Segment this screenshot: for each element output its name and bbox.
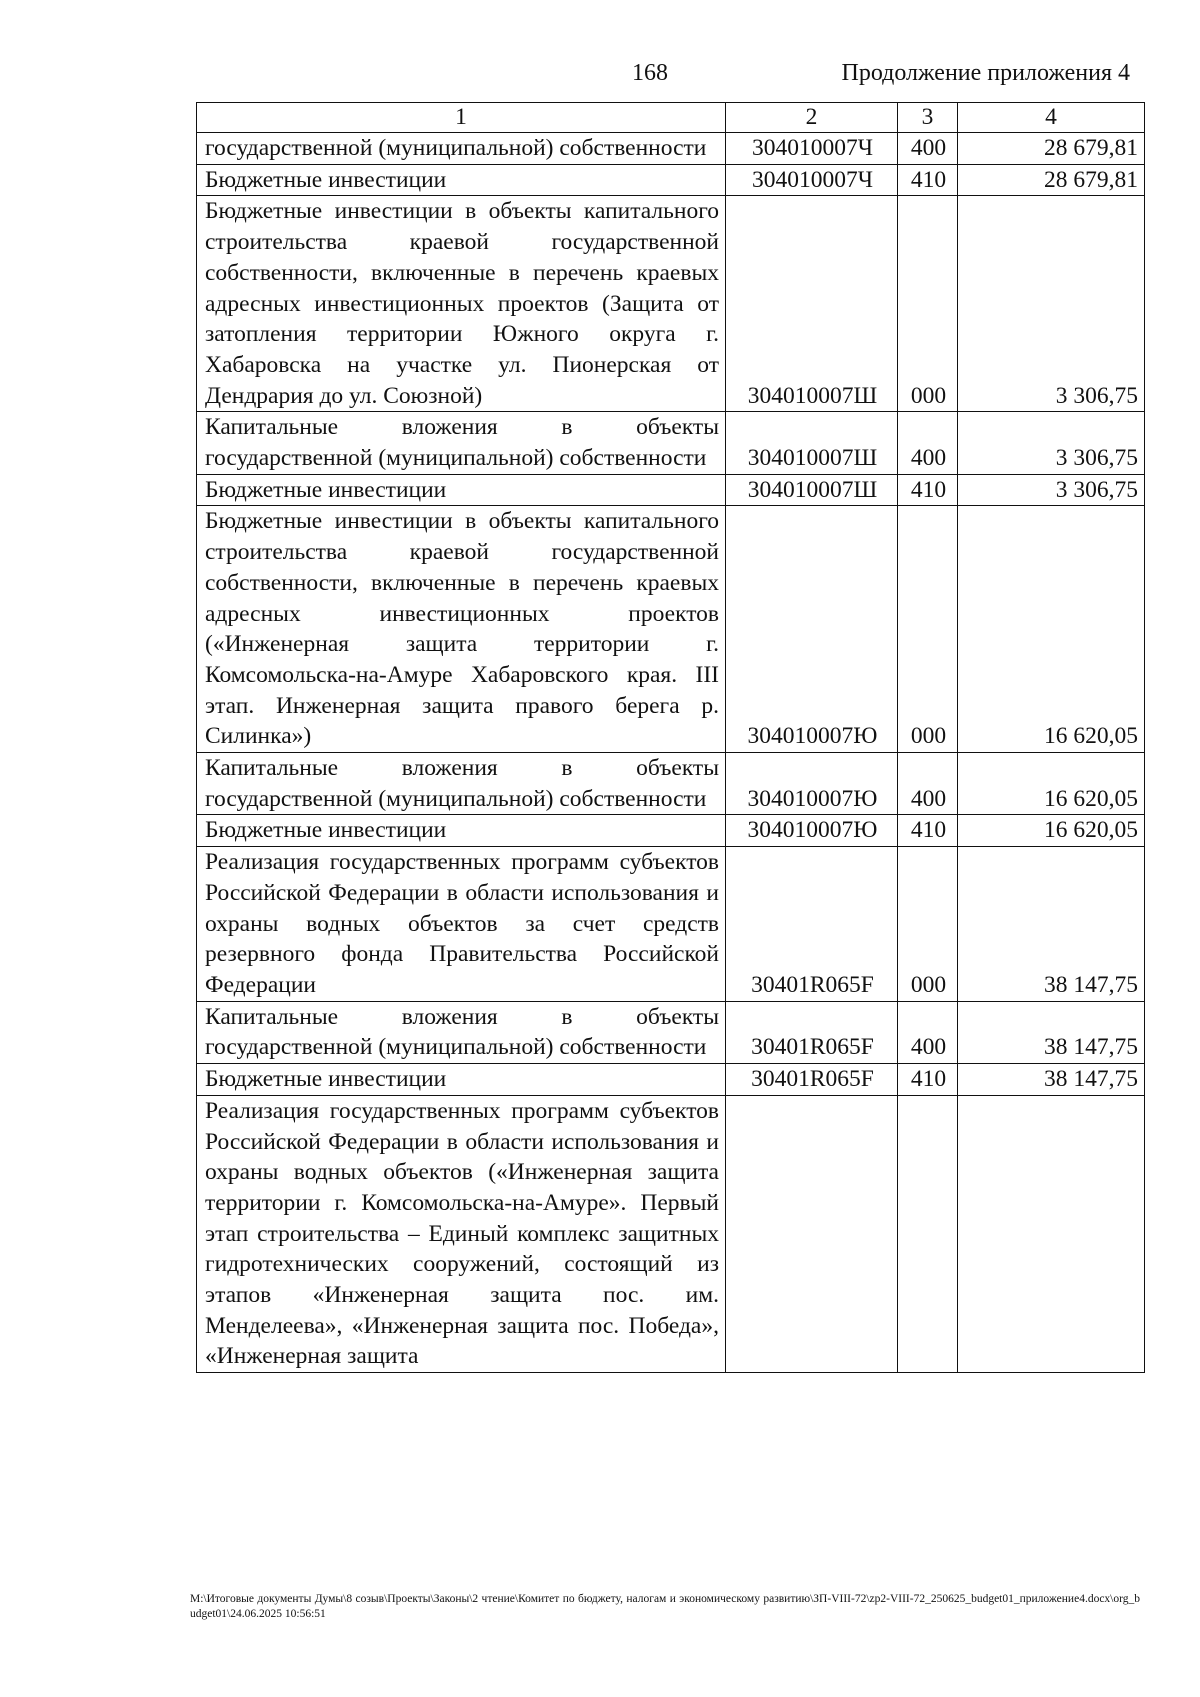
row-name: Капитальные вложения в объекты государственной (муниципальной) собственности <box>197 753 726 815</box>
row-amount: 16 620,05 <box>958 753 1145 815</box>
row-name: Бюджетные инвестиции <box>197 815 726 847</box>
row-type <box>898 1095 958 1372</box>
table-row <box>197 847 1145 1002</box>
table-row <box>197 753 1145 815</box>
row-type: 400 <box>898 1001 958 1063</box>
continuation-label: Продолжение приложения 4 <box>841 60 1130 86</box>
row-amount: 3 306,75 <box>958 474 1145 506</box>
row-type: 410 <box>898 815 958 847</box>
table-row <box>197 164 1145 196</box>
row-name: Бюджетные инвестиции <box>197 164 726 196</box>
row-code: 30401R065F <box>726 1064 898 1096</box>
table-row <box>197 474 1145 506</box>
row-type: 400 <box>898 133 958 165</box>
row-type: 410 <box>898 1064 958 1096</box>
page-number: 168 <box>632 60 668 86</box>
row-name: Бюджетные инвестиции в объекты капитального строительства краевой государственной собственности, включенные в перечень краевых адресных инвестиционных проектов («Инженерная защита территории г. Комсомольска-на-Амуре Хабаровского края. III этап. Инженерная защита правого берега р. Силинка») <box>197 506 726 753</box>
row-name: Капитальные вложения в объекты государственной (муниципальной) собственности <box>197 1001 726 1063</box>
row-amount <box>958 1095 1145 1372</box>
row-amount: 16 620,05 <box>958 506 1145 753</box>
table-row <box>197 412 1145 474</box>
table-row <box>197 196 1145 412</box>
row-code: 304010007Ш <box>726 196 898 412</box>
row-code: 304010007Ш <box>726 412 898 474</box>
row-name: Реализация государственных программ субъектов Российской Федерации в области использования и охраны водных объектов за счет средств резервного фонда Правительства Российской Федерации <box>197 847 726 1002</box>
table-row <box>197 1064 1145 1096</box>
table-header <box>197 103 1145 133</box>
row-code: 30401R065F <box>726 1001 898 1063</box>
row-code: 304010007Ю <box>726 815 898 847</box>
row-amount: 28 679,81 <box>958 133 1145 165</box>
column-header-1: 1 <box>197 103 726 133</box>
table-row <box>197 1095 1145 1372</box>
row-code: 304010007Ч <box>726 164 898 196</box>
header-row <box>197 103 1145 133</box>
row-type: 000 <box>898 196 958 412</box>
row-code: 304010007Ч <box>726 133 898 165</box>
row-type: 410 <box>898 164 958 196</box>
row-type: 400 <box>898 412 958 474</box>
row-name: Бюджетные инвестиции <box>197 474 726 506</box>
row-code: 304010007Ю <box>726 753 898 815</box>
row-amount: 3 306,75 <box>958 196 1145 412</box>
row-code: 304010007Ш <box>726 474 898 506</box>
row-amount: 3 306,75 <box>958 412 1145 474</box>
table-row <box>197 133 1145 165</box>
row-amount: 38 147,75 <box>958 1001 1145 1063</box>
table-row <box>197 1001 1145 1063</box>
budget-table <box>196 102 1145 1373</box>
column-header-2: 2 <box>726 103 898 133</box>
row-type: 410 <box>898 474 958 506</box>
column-header-4: 4 <box>958 103 1145 133</box>
row-type: 000 <box>898 847 958 1002</box>
table-row <box>197 815 1145 847</box>
row-name: Капитальные вложения в объекты государственной (муниципальной) собственности <box>197 412 726 474</box>
table-body <box>197 133 1145 1373</box>
row-name: Реализация государственных программ субъектов Российской Федерации в области использования и охраны водных объектов («Инженерная защита территории г. Комсомольска-на-Амуре». Первый этап строительства – Единый комплекс защитных гидротехнических сооружений, состоящий из этапов «Инженерная защита пос. им. Менделеева», «Инженерная защита пос. Победа», «Инженерная защита <box>197 1095 726 1372</box>
row-code <box>726 1095 898 1372</box>
row-name: государственной (муниципальной) собственности <box>197 133 726 165</box>
row-name: Бюджетные инвестиции <box>197 1064 726 1096</box>
row-amount: 38 147,75 <box>958 1064 1145 1096</box>
row-type: 400 <box>898 753 958 815</box>
column-header-3: 3 <box>898 103 958 133</box>
row-code: 30401R065F <box>726 847 898 1002</box>
table-row <box>197 506 1145 753</box>
row-amount: 28 679,81 <box>958 164 1145 196</box>
row-name: Бюджетные инвестиции в объекты капитального строительства краевой государственной собственности, включенные в перечень краевых адресных инвестиционных проектов (Защита от затопления территории Южного округа г. Хабаровска на участке ул. Пионерская от Дендрария до ул. Союзной) <box>197 196 726 412</box>
row-amount: 16 620,05 <box>958 815 1145 847</box>
row-amount: 38 147,75 <box>958 847 1145 1002</box>
row-type: 000 <box>898 506 958 753</box>
row-code: 304010007Ю <box>726 506 898 753</box>
document-path-footer: M:\Итоговые документы Думы\8 созыв\Проекты\Законы\2 чтение\Комитет по бюджету, налогам и экономическому развитию\ЗП-VIII-72\zp2-VIII-72_250625_budget01_приложение4.docx\org_budget01\24.06.2025 10:56:51 <box>190 1593 1140 1620</box>
